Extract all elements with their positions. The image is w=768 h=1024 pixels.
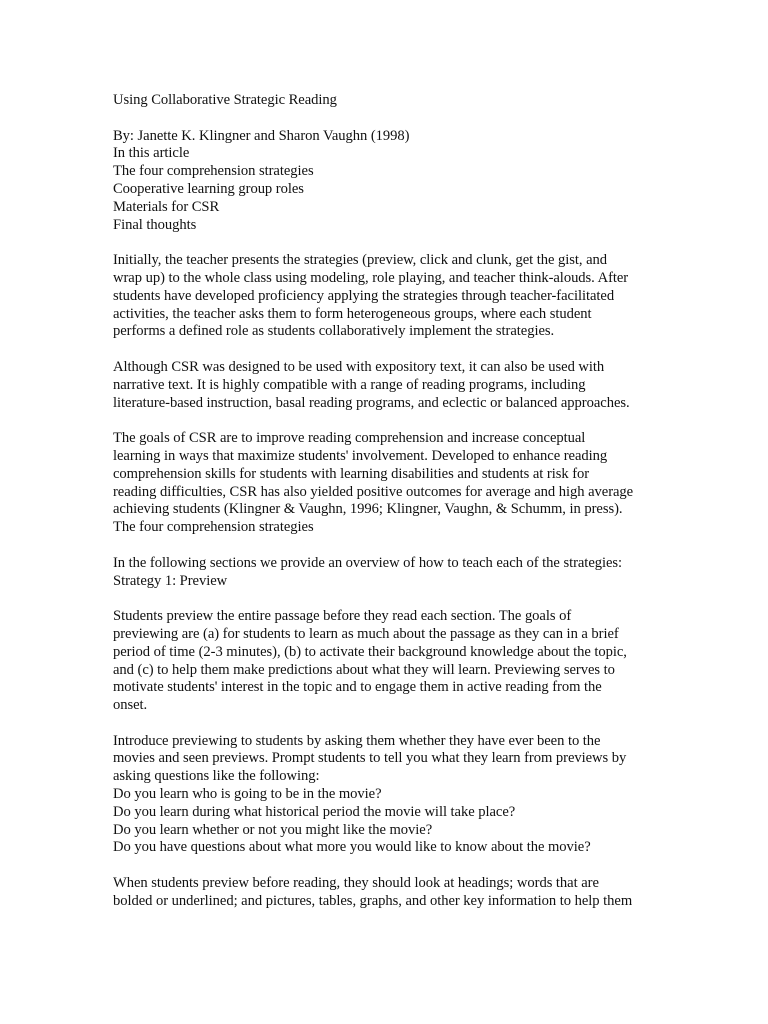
paragraph-line: In the following sections we provide an overview of how to teach each of the strategies: xyxy=(113,554,623,571)
section-heading: Strategy 1: Preview xyxy=(113,572,228,589)
paragraph-line: achieving students (Klingner & Vaughn, 1996; Klingner, Vaughn, & Schumm, in press). xyxy=(113,501,623,518)
document-byline: By: Janette K. Klingner and Sharon Vaughn (1998) xyxy=(113,127,410,144)
paragraph-line: learning in ways that maximize students' involvement. Developed to enhance reading xyxy=(113,447,608,464)
paragraph-line: period of time (2-3 minutes), (b) to activate their background knowledge about the topic, xyxy=(113,643,627,660)
spacer xyxy=(113,412,658,430)
paragraph-line: Students preview the entire passage before they read each section. The goals of xyxy=(113,608,572,625)
toc-item: In this article xyxy=(113,145,190,162)
toc-item: The four comprehension strategies xyxy=(113,163,314,180)
question-line: Do you learn during what historical period the movie will take place? xyxy=(113,803,516,820)
spacer xyxy=(113,110,658,128)
section-heading: The four comprehension strategies xyxy=(113,519,314,536)
paragraph xyxy=(113,555,658,591)
paragraph-line: and (c) to help them make predictions about what they will learn. Previewing serves to xyxy=(113,661,615,678)
paragraph xyxy=(113,608,658,715)
question-line: Do you learn whether or not you might like the movie? xyxy=(113,821,433,838)
paragraph xyxy=(113,430,658,537)
paragraph-line: students have developed proficiency applying the strategies through teacher-facilitated xyxy=(113,287,615,304)
paragraph-line: Introduce previewing to students by asking them whether they have ever been to the xyxy=(113,732,601,749)
paragraph xyxy=(113,252,658,341)
toc-item: Final thoughts xyxy=(113,216,197,233)
paragraph-line: literature-based instruction, basal reading programs, and eclectic or balanced approaches. xyxy=(113,394,630,411)
spacer xyxy=(113,590,658,608)
paragraph-line: comprehension skills for students with learning disabilities and students at risk for xyxy=(113,465,590,482)
paragraph-line: previewing are (a) for students to learn as much about the passage as they can in a brief xyxy=(113,625,619,642)
toc-item: Materials for CSR xyxy=(113,198,220,215)
paragraph-line: narrative text. It is highly compatible with a range of reading programs, including xyxy=(113,376,586,393)
spacer xyxy=(113,715,658,733)
paragraph-line: Although CSR was designed to be used with expository text, it can also be used with xyxy=(113,358,605,375)
paragraph-line: wrap up) to the whole class using modeling, role playing, and teacher think-alouds. After xyxy=(113,269,629,286)
paragraph xyxy=(113,875,658,911)
paragraph-line: bolded or underlined; and pictures, tables, graphs, and other key information to help them xyxy=(113,892,633,909)
paragraph-line: Initially, the teacher presents the strategies (preview, click and clunk, get the gist, and xyxy=(113,252,608,269)
document-page xyxy=(113,92,658,911)
spacer xyxy=(113,857,658,875)
paragraph-line: motivate students' interest in the topic and to engage them in active reading from the xyxy=(113,679,602,696)
question-line: Do you have questions about what more you would like to know about the movie? xyxy=(113,839,591,856)
paragraph-line: movies and seen previews. Prompt students to tell you what they learn from previews by xyxy=(113,750,627,767)
spacer xyxy=(113,341,658,359)
toc-item: Cooperative learning group roles xyxy=(113,180,304,197)
paragraph-line: performs a defined role as students collaboratively implement the strategies. xyxy=(113,323,555,340)
paragraph-line: reading difficulties, CSR has also yielded positive outcomes for average and high average xyxy=(113,483,634,500)
document-title: Using Collaborative Strategic Reading xyxy=(113,92,337,108)
paragraph-line: asking questions like the following: xyxy=(113,768,320,785)
paragraph-line: The goals of CSR are to improve reading comprehension and increase conceptual xyxy=(113,430,586,447)
paragraph xyxy=(113,359,658,412)
paragraph-line: onset. xyxy=(113,697,148,714)
spacer xyxy=(113,537,658,555)
paragraph-line: activities, the teacher asks them to form heterogeneous groups, where each student xyxy=(113,305,592,322)
spacer xyxy=(113,234,658,252)
question-line: Do you learn who is going to be in the movie? xyxy=(113,786,382,803)
paragraph-line: When students preview before reading, they should look at headings; words that are xyxy=(113,875,599,892)
paragraph xyxy=(113,733,658,858)
